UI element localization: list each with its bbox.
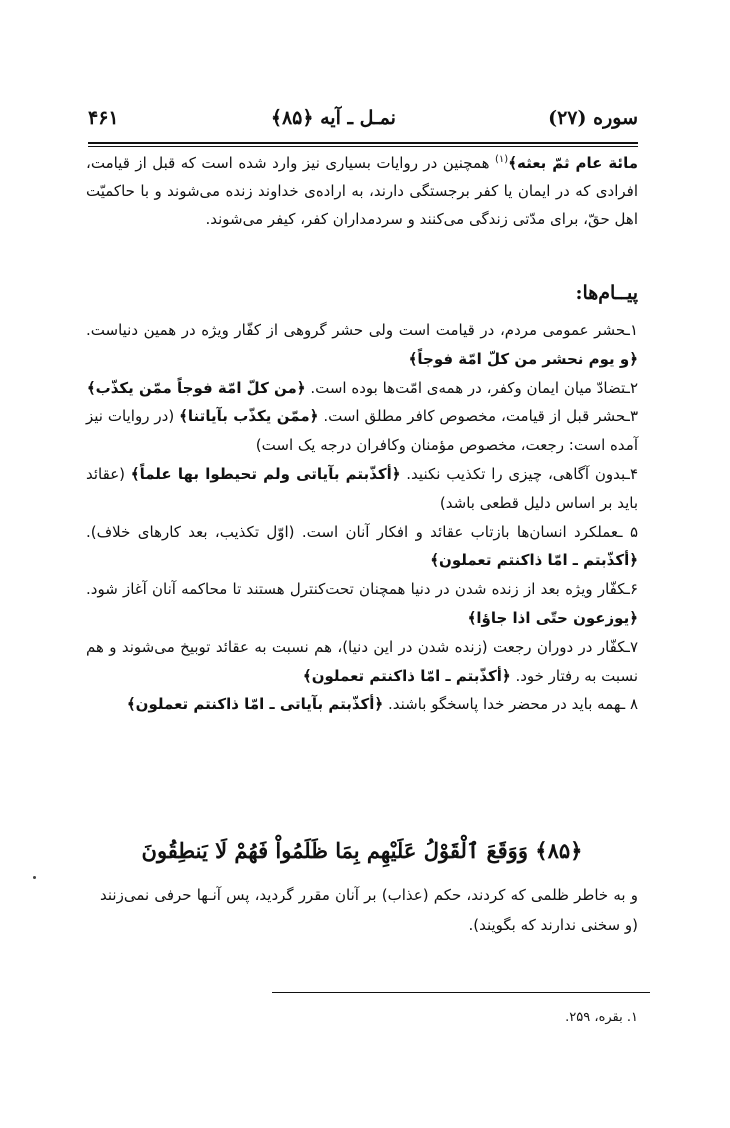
message-number: ۷ـ (625, 637, 638, 656)
message-text: حشر قبل از قیامت، مخصوص کافر مطلق است. (318, 407, 626, 426)
message-text: بدون آگاهی، چیزی را تکذیب نکنید. (400, 464, 626, 483)
message-item (86, 690, 638, 719)
page-header (88, 100, 638, 136)
message-number: ۳ـ (625, 407, 638, 426)
message-tail: (در روایات نیز آمده است: رجعت، مخصوص مؤمنان وکافران درجه یک است) (86, 407, 638, 455)
header-rule-thin (88, 146, 638, 147)
messages-heading: پیــام‌ها: (575, 282, 638, 304)
message-number: ۸ ـ (620, 695, 638, 714)
message-item (86, 575, 638, 633)
message-text: عملکرد انسان‌ها بازتاب عقائد و افکار آنان است. (اوّل تکذیب، بعد کارهای خلاف). (86, 522, 619, 541)
message-item (86, 633, 638, 691)
message-number: ۲ـ (625, 378, 638, 397)
message-number: ۴ـ (625, 464, 638, 483)
message-quote: ﴿أکذّبتم ـ امّا ذاکنتم تعملون﴾ (430, 551, 638, 570)
verse-translation: و به خاطر ظلمی که کردند، حکم (عذاب) بر آنان مقرر گردید، پس آنـها حرفی نمی‌زنند (و سخنی ندارند که بگویند). (100, 886, 638, 934)
message-item (86, 374, 638, 403)
scan-speck (33, 876, 36, 879)
messages-list (86, 316, 638, 719)
message-quote: ﴿أکذّبتم بآیاتی ـ امّا ذاکنتم تعملون﴾ (126, 695, 384, 714)
message-item (86, 316, 638, 374)
message-quote: ﴿یوزعون حتّی اذا جاؤا﴾ (467, 608, 638, 627)
header-rule (88, 142, 638, 144)
message-number: ۶ـ (625, 580, 638, 599)
message-number: ۱ـ (625, 321, 638, 339)
message-quote: ﴿ممّن یکذّب بآیاتنا﴾ (179, 407, 319, 426)
footnote: ۱. بقره، ۲۵۹. (565, 1010, 638, 1025)
message-text: همه باید در محضر خدا پاسخگو باشند. (383, 695, 621, 714)
message-item (86, 402, 638, 460)
message-item (86, 518, 638, 576)
message-text: کفّار در دوران رجعت (زنده شدن در این دنیا)، هم نسبت به عقائد توبیخ می‌شوند و هم نسبت به رفتار خود. (86, 637, 638, 685)
message-number: ۵ ـ (618, 522, 638, 541)
message-quote: ﴿من کلّ امّة فوجاً ممّن یکذّب﴾ (86, 378, 306, 397)
message-text: کفّار ویژه بعد از زنده شدن در دنیا همچنان تحت‌کنترل هستند تا محاکمه آنان آغاز شود. (86, 580, 626, 599)
message-quote: ﴿أکذّبتم ـ امّا ذاکنتم تعملون﴾ (302, 666, 511, 685)
message-quote: ﴿و یوم نحشر من کلّ امّة فوجاً﴾ (408, 349, 638, 368)
intro-text: همچنین در روایات بسیاری نیز وارد شده است که قبل از قیامت، افرادی که در ایمان یا کفر برجستگی دارند، به اراده‌ی خداوند زنده می‌شوند و با حاکمیّت اهل حقّ، برای مدّتی زندگی می‌کنند و سردمداران کفر، کیفر می‌شوند. (86, 154, 638, 228)
message-quote: ﴿أکذّبتم بآیاتی ولم تحیطوا بها علماً﴾ (130, 464, 401, 483)
message-item (86, 460, 638, 518)
intro-section (86, 150, 638, 233)
chapter-title: نمـل ـ آیه ﴿۸۵﴾ (270, 107, 396, 129)
page-number: ۴۶۱ (88, 107, 119, 129)
footnote-rule (272, 992, 650, 993)
message-text: حشر عمومی مردم، در قیامت است ولی حشر گروهی از کفّار ویژه در همین دنیاست. (86, 321, 626, 339)
quran-verse: ﴿۸۵﴾ وَوَقَعَ ٱلْقَوْلُ عَلَيْهِم بِمَا ظَلَمُواْ فَهُمْ لَا يَنطِقُونَ (141, 838, 583, 863)
intro-quote: مائة عام ثمّ بعثه﴾ (508, 154, 638, 172)
surah-label: سوره (۲۷) (548, 107, 638, 129)
footnote-reference: (۱) (495, 154, 509, 165)
intro-paragraph (86, 150, 638, 233)
message-text: تضادّ میان ایمان وکفر، در همه‌ی امّت‌ها بوده است. (305, 378, 626, 397)
message-tail: (عقائد باید بر اساس دلیل قطعی باشد) (86, 464, 638, 512)
